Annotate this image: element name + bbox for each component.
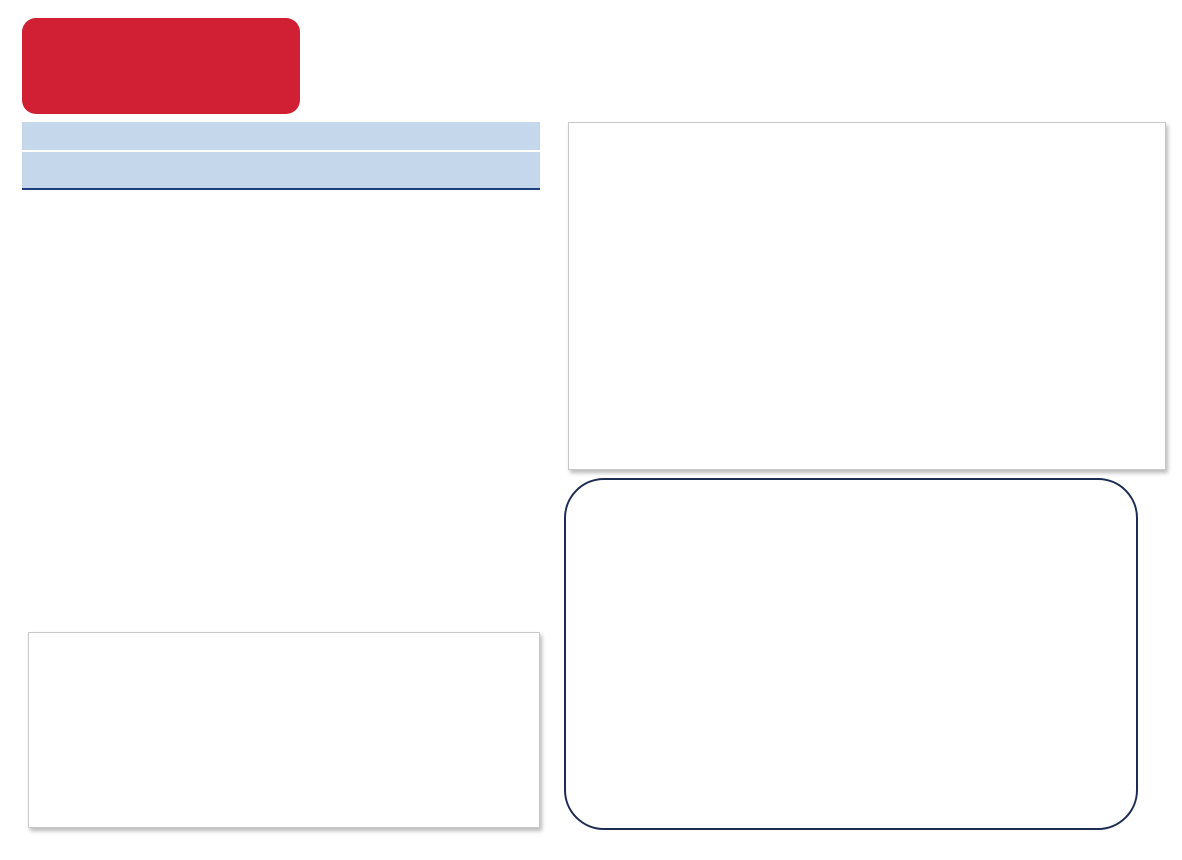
region-badge — [22, 18, 300, 114]
affiliation-table — [22, 122, 540, 190]
commentary-panel — [564, 478, 1138, 830]
gender-line-chart-svg — [29, 633, 541, 829]
table-title — [22, 122, 540, 150]
variation-bar-chart-svg — [569, 123, 1167, 471]
table-header — [22, 152, 540, 188]
agenda-2030-wheel-icon — [1040, 0, 1166, 112]
agenda-wheel-center — [1073, 20, 1133, 80]
gender-line-chart — [28, 632, 540, 828]
cescv-logo — [868, 26, 1028, 28]
table-body-cv — [22, 188, 540, 190]
variation-bar-chart — [568, 122, 1166, 470]
